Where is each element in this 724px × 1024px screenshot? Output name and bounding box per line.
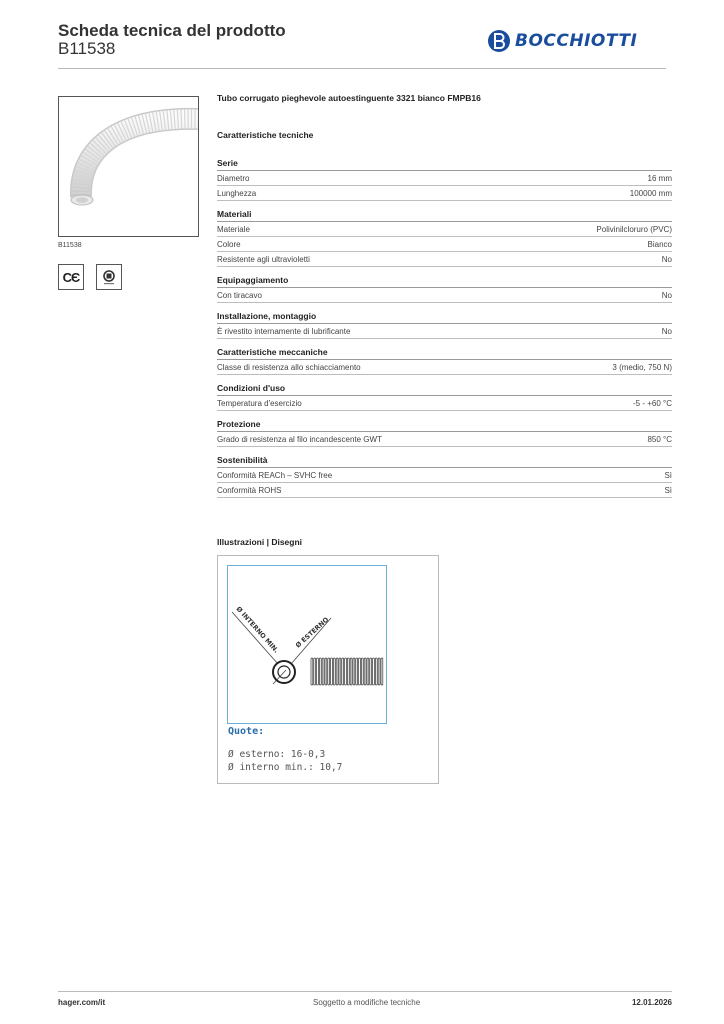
spec-label: Grado di resistenza al filo incandescente GWT	[217, 435, 382, 444]
spec-group-title: Condizioni d'uso	[217, 383, 672, 396]
spec-group-title: Caratteristiche meccaniche	[217, 347, 672, 360]
spec-row	[217, 360, 672, 375]
spec-row	[217, 468, 672, 483]
quote-line: Ø esterno: 16-0,3	[228, 749, 326, 760]
drawing-frame	[227, 565, 387, 724]
spec-label: Con tiracavo	[217, 291, 262, 300]
spec-value: Sì	[664, 471, 672, 480]
spec-label: Classe di resistenza allo schiacciamento	[217, 363, 361, 372]
spec-value: 850 °C	[647, 435, 672, 444]
spec-label: Colore	[217, 240, 241, 249]
spec-row	[217, 396, 672, 411]
brand-name: BOCCHIOTTI	[515, 31, 638, 51]
spec-row	[217, 171, 672, 186]
spec-group	[217, 275, 672, 303]
technical-drawing	[217, 555, 439, 784]
brand-logo-icon	[487, 29, 511, 53]
spec-row	[217, 222, 672, 237]
spec-value: 16 mm	[647, 174, 672, 183]
illustrations-heading: Illustrazioni | Disegni	[217, 537, 303, 547]
spec-group-title: Installazione, montaggio	[217, 311, 672, 324]
spec-group	[217, 311, 672, 339]
spec-label: Resistente agli ultravioletti	[217, 255, 310, 264]
spec-row	[217, 186, 672, 201]
quote-title: Quote:	[228, 726, 265, 737]
spec-group	[217, 158, 672, 201]
footer-website: hager.com/it	[58, 998, 106, 1007]
spec-label: È rivestito internamente di lubrificante	[217, 327, 351, 336]
product-code: B11538	[58, 39, 116, 58]
footer-divider	[58, 991, 672, 992]
spec-group	[217, 419, 672, 447]
spec-row	[217, 483, 672, 498]
brand-logo	[487, 29, 637, 53]
spec-group	[217, 209, 672, 267]
spec-group-title: Protezione	[217, 419, 672, 432]
spec-group	[217, 455, 672, 498]
spec-label: Conformità REACh – SVHC free	[217, 471, 333, 480]
spec-value: No	[661, 327, 672, 336]
spec-row	[217, 324, 672, 339]
spec-group	[217, 347, 672, 375]
spec-group-title: Serie	[217, 158, 672, 171]
spec-value: Sì	[664, 486, 672, 495]
spec-value: 3 (medio, 750 N)	[612, 363, 672, 372]
footer-date: 12.01.2026	[631, 998, 672, 1007]
quote-line: Ø interno min.: 10,7	[228, 762, 343, 773]
cross-section-diagram	[228, 566, 386, 723]
product-title: Tubo corrugato pieghevole autoestinguente 3321 bianco FMPB16	[217, 93, 481, 103]
spec-row	[217, 237, 672, 252]
spec-label: Temperatura d'esercizio	[217, 399, 302, 408]
outer-diameter-label: Ø ESTERNO	[293, 615, 331, 650]
ce-mark-icon: CЄ	[58, 264, 84, 290]
spec-value: No	[661, 255, 672, 264]
page-title: Scheda tecnica del prodotto	[58, 21, 286, 40]
header-divider	[58, 68, 666, 69]
spec-value: 100000 mm	[629, 189, 672, 198]
corrugated-tube-image	[59, 97, 198, 236]
spec-row	[217, 288, 672, 303]
spec-group-title: Equipaggiamento	[217, 275, 672, 288]
spec-value: Polivinilcloruro (PVC)	[596, 225, 672, 234]
spec-label: Materiale	[217, 225, 250, 234]
spec-group	[217, 383, 672, 411]
product-photo	[58, 96, 199, 237]
photo-caption: B11538	[58, 242, 82, 249]
spec-value: No	[661, 291, 672, 300]
spec-label: Conformità ROHS	[217, 486, 282, 495]
tube-side-view	[311, 658, 383, 685]
spec-value: Bianco	[647, 240, 672, 249]
quality-mark-icon	[96, 264, 122, 290]
features-heading: Caratteristiche tecniche	[217, 130, 314, 140]
spec-row	[217, 432, 672, 447]
spec-value: -5 - +60 °C	[633, 399, 672, 408]
inner-diameter-label: Ø INTERNO MIN.	[234, 604, 281, 655]
spec-content	[217, 93, 672, 498]
spec-label: Diametro	[217, 174, 250, 183]
spec-groups	[217, 158, 672, 498]
spec-label: Lunghezza	[217, 189, 257, 198]
spec-group-title: Materiali	[217, 209, 672, 222]
spec-group-title: Sostenibilità	[217, 455, 672, 468]
spec-row	[217, 252, 672, 267]
footer-notice: Soggetto a modifiche tecniche	[313, 998, 421, 1007]
